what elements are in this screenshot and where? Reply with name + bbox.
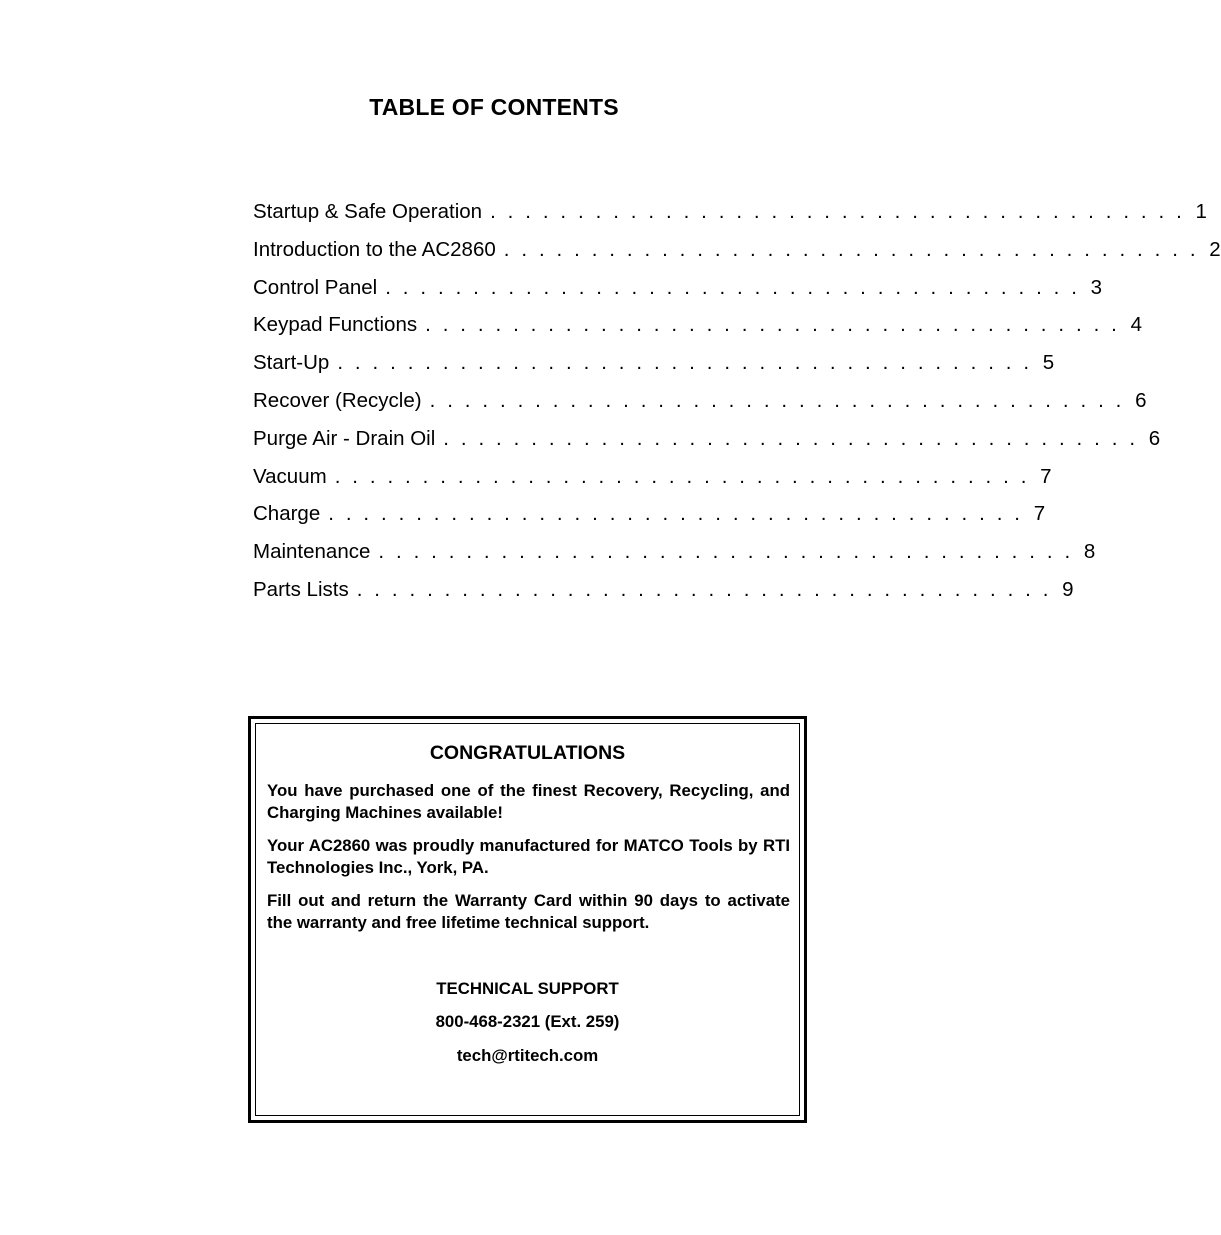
toc-dot-leader: . . . . . . . . . . . . . . . . . . . . . . . . . . . . . . . . . . . . . . . .: [337, 351, 1033, 375]
toc-entry-introduction: [253, 237, 1221, 276]
support-phone: 800-468-2321 (Ext. 259): [435, 1012, 620, 1031]
toc-entry-page: 7: [1040, 464, 1052, 488]
toc-entry-charge: [253, 502, 1046, 540]
toc-entry-label: Control Panel: [253, 275, 378, 299]
toc-entry-label: Vacuum: [253, 464, 327, 488]
manufacturer-message: Your AC2860 was proudly manufactured for MATCO Tools by RTI Technologies Inc., York, PA.: [267, 836, 790, 877]
toc-dot-leader: . . . . . . . . . . . . . . . . . . . . . . . . . . . . . . . . . . . . . . . .: [503, 237, 1199, 261]
toc-entry-page: 9: [1062, 577, 1074, 601]
toc-entry-recover: [253, 388, 1147, 427]
toc-dot-leader: . . . . . . . . . . . . . . . . . . . . . . . . . . . . . . . . . . . . . . . .: [425, 313, 1120, 337]
toc-entry-page: 6: [1148, 426, 1161, 450]
toc-entry-label: Charge: [253, 502, 321, 526]
toc-dot-leader: . . . . . . . . . . . . . . . . . . . . . . . . . . . . . . . . . . . . . . . .: [385, 275, 1081, 299]
congratulations-box-inner-border: [255, 723, 800, 1116]
table-of-contents: [253, 200, 1221, 616]
toc-entry-page: 7: [1033, 502, 1046, 526]
toc-entry-maintenance: [253, 540, 1096, 578]
toc-dot-leader: . . . . . . . . . . . . . . . . . . . . . . . . . . . . . . . . . . . . . . . .: [429, 388, 1125, 412]
toc-entry-page: 8: [1083, 540, 1096, 564]
toc-entry-page: 5: [1042, 351, 1055, 375]
toc-dot-leader: . . . . . . . . . . . . . . . . . . . . . . . . . . . . . . . . . . . . . . . .: [356, 577, 1052, 601]
support-heading: TECHNICAL SUPPORT: [436, 979, 619, 998]
toc-entry-page: 1: [1195, 200, 1207, 223]
congratulations-box: [248, 716, 807, 1123]
toc-entry-page: 6: [1135, 388, 1147, 412]
toc-entry-control-panel: [253, 275, 1103, 314]
toc-entry-startup: [253, 200, 1207, 238]
toc-entry-label: Introduction to the AC2860: [253, 237, 496, 261]
toc-entry-page: 2: [1209, 237, 1221, 261]
toc-dot-leader: . . . . . . . . . . . . . . . . . . . . . . . . . . . . . . . . . . . . . . . .: [328, 502, 1024, 526]
toc-dot-leader: . . . . . . . . . . . . . . . . . . . . . . . . . . . . . . . . . . . . . . . .: [443, 426, 1139, 450]
support-email: tech@rtitech.com: [456, 1046, 599, 1065]
toc-entry-purge-air: [253, 426, 1161, 465]
toc-dot-leader: . . . . . . . . . . . . . . . . . . . . . . . . . . . . . . . . . . . . . . . .: [490, 200, 1185, 223]
toc-entry-label: Start-Up: [253, 351, 330, 375]
toc-entry-label: Parts Lists: [253, 577, 349, 601]
toc-dot-leader: . . . . . . . . . . . . . . . . . . . . . . . . . . . . . . . . . . . . . . . .: [378, 540, 1074, 564]
toc-entry-label: Keypad Functions: [253, 313, 418, 337]
warranty-message: Fill out and return the Warranty Card within 90 days to activate the warranty and free lifetime technical support.: [267, 891, 790, 932]
toc-entry-label: Recover (Recycle): [253, 388, 422, 412]
toc-entry-page: 4: [1130, 313, 1142, 337]
toc-entry-label: Startup & Safe Operation: [253, 200, 483, 223]
toc-entry-vacuum: [253, 464, 1052, 503]
toc-entry-keypad-functions: [253, 313, 1142, 351]
toc-entry-label: Purge Air - Drain Oil: [253, 426, 436, 450]
toc-entry-page: 3: [1090, 275, 1103, 299]
toc-entry-parts-lists: [253, 577, 1074, 616]
congratulations-title: CONGRATULATIONS: [429, 742, 626, 764]
toc-dot-leader: . . . . . . . . . . . . . . . . . . . . . . . . . . . . . . . . . . . . . . . .: [334, 464, 1030, 488]
toc-entry-start-up: [253, 351, 1055, 389]
purchase-message: You have purchased one of the finest Recovery, Recycling, and Charging Machines available!: [267, 781, 790, 822]
toc-entry-label: Maintenance: [253, 540, 371, 564]
page-title: TABLE OF CONTENTS: [369, 94, 619, 120]
